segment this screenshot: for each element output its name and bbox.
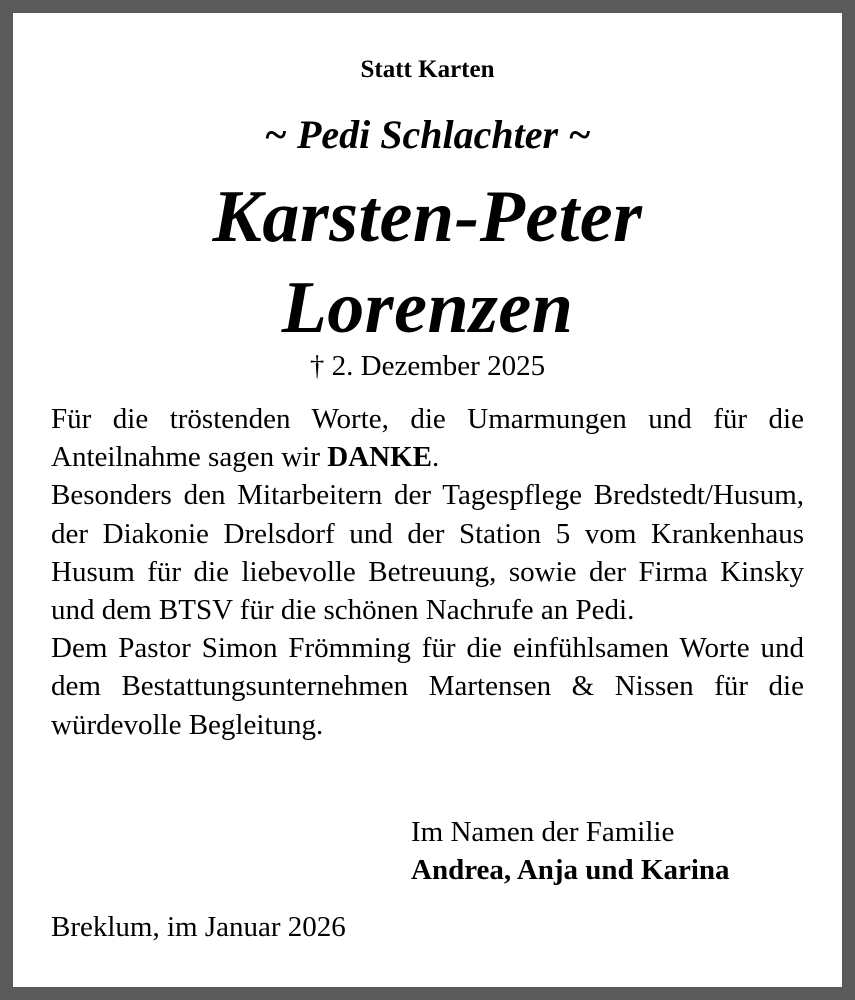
signature-names: Andrea, Anja und Karina xyxy=(411,854,730,886)
pastor-paragraph: Dem Pastor Simon Frömming für die einfühlsamen Worte und dem Bestattungsunternehmen Martensen & Nissen für die würdevolle Begleitung. xyxy=(51,632,804,741)
deceased-name-first: Karsten-Peter xyxy=(212,176,643,258)
cross-icon: † xyxy=(309,350,325,382)
place-and-date: Breklum, im Januar 2026 xyxy=(51,911,346,943)
signature-intro: Im Namen der Familie xyxy=(411,816,675,848)
death-date: 2. Dezember 2025 xyxy=(331,350,546,382)
thanks-period: . xyxy=(431,441,440,474)
thanks-bold-word: DANKE xyxy=(327,441,432,474)
family-signature xyxy=(411,813,730,889)
nickname-heading: ~ Pedi Schlachter ~ xyxy=(264,112,591,157)
thanks-paragraph xyxy=(51,400,804,476)
death-date-line xyxy=(13,350,842,383)
thanks-text: Für die tröstenden Worte, die Umarmungen und für die Anteilnahme sagen wir xyxy=(51,403,804,474)
kicker-heading: Statt Karten xyxy=(360,56,495,83)
acknowledgement-paragraph: Besonders den Mitarbeitern der Tagespflege Bredstedt/Husum, der Diakonie Drelsdorf und der Station 5 vom Krankenhaus Husum für die liebevolle Betreuung, sowie der Firma Kinsky und dem BTSV für die schönen Nachrufe an Pedi. xyxy=(51,479,804,627)
message-body xyxy=(51,400,804,744)
deceased-name-last: Lorenzen xyxy=(281,267,574,349)
